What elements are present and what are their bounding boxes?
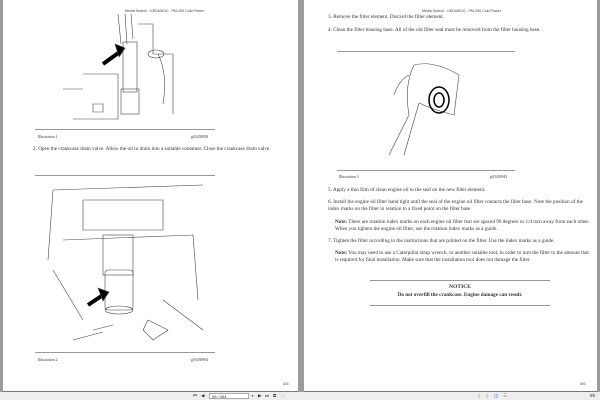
continuous-view-icon[interactable]: ▯ <box>486 393 489 398</box>
illustration-1-code: g03439938 <box>191 135 209 139</box>
step-5: 5. Apply a thin film of clean engine oil to the seal on the new filter element. <box>328 187 486 193</box>
note-2-label: Note: <box>335 250 348 256</box>
first-page-icon[interactable]: ⏮ <box>193 393 198 398</box>
note-2-text: You may need to use a Caterpillar strap wrench, or another suitable tool, in order to turn the filter to the amount that is required for final installation. Make sure that the installation tool does not damage the filter. <box>335 250 589 263</box>
left-page <box>3 0 298 392</box>
page-header: Media Search - KEDU8010 - PM-200 Cold Planer <box>125 9 204 13</box>
illustration-3-image <box>374 55 484 160</box>
single-page-view-icon[interactable]: ▯ <box>478 393 481 398</box>
illustration-1-image <box>63 14 193 124</box>
page-number: 4/6 <box>283 381 289 386</box>
illustration-2-image <box>43 180 213 350</box>
step-4: 4. Clean the filter housing base. All of the old filter seal must be removed from the filter housing base. <box>328 27 541 33</box>
illustration-2-label: Illustration 2 <box>38 358 58 362</box>
viewer-toolbar <box>0 392 600 400</box>
illustration-1-label: Illustration 1 <box>38 135 58 139</box>
step-3: 3. Remove the filter element. Discard the filter element. <box>328 14 444 20</box>
copy-icon[interactable]: ⧉ <box>273 393 277 398</box>
page-dropdown-icon[interactable]: ▼ <box>251 394 254 398</box>
two-page-view-icon[interactable]: ◫ <box>494 393 499 398</box>
scroll-view-icon[interactable]: ☰ <box>503 393 508 398</box>
notice-text: Do not overfill the crankcase. Engine damage can result. <box>397 292 523 298</box>
notice-title: NOTICE <box>448 284 472 290</box>
illustration-2-code: g03439904 <box>191 358 209 362</box>
page-number: 5/6 <box>580 381 586 386</box>
page-number-input[interactable]: 55 / 454 <box>209 393 249 399</box>
illustration-3-label: Illustration 3 <box>339 175 359 179</box>
note-2 <box>335 250 593 264</box>
step-2: 2. Open the crankcase drain valve. Allow the oil to drain into a suitable container. Close the crankcase drain valve. <box>33 146 271 152</box>
paste-icon[interactable]: ▢ <box>281 393 286 398</box>
step-6: 6. Install the engine oil filter hand tight until the seal of the engine oil filter contacts the filter base. Note the position of the index marks on the filter in relation to a fixed point on the filter base. <box>328 199 583 212</box>
last-page-icon[interactable]: ⏭ <box>265 393 270 398</box>
note-1 <box>335 219 593 233</box>
step-7: 7. Tighten the filter according to the instructions that are printed on the filter. Use the index marks as a guide. <box>328 238 555 244</box>
right-page <box>304 0 597 392</box>
note-1-label: Note: <box>335 219 348 225</box>
note-1-text: There are rotation index marks on each engine oil filter that are spaced 90 degrees or 1/4 turn away from each other. When you tighten the engine oil filter, use the rotation index marks as a guide. <box>335 219 590 232</box>
previous-page-icon[interactable]: ◀ <box>201 393 205 398</box>
page-header: Media Search - KEDU8010 - PM-200 Cold Planer <box>422 9 501 13</box>
zoom-level[interactable]: 89 <box>590 393 596 398</box>
next-page-icon[interactable]: ▶ <box>258 393 262 398</box>
illustration-3-code: g03439943 <box>490 175 508 179</box>
